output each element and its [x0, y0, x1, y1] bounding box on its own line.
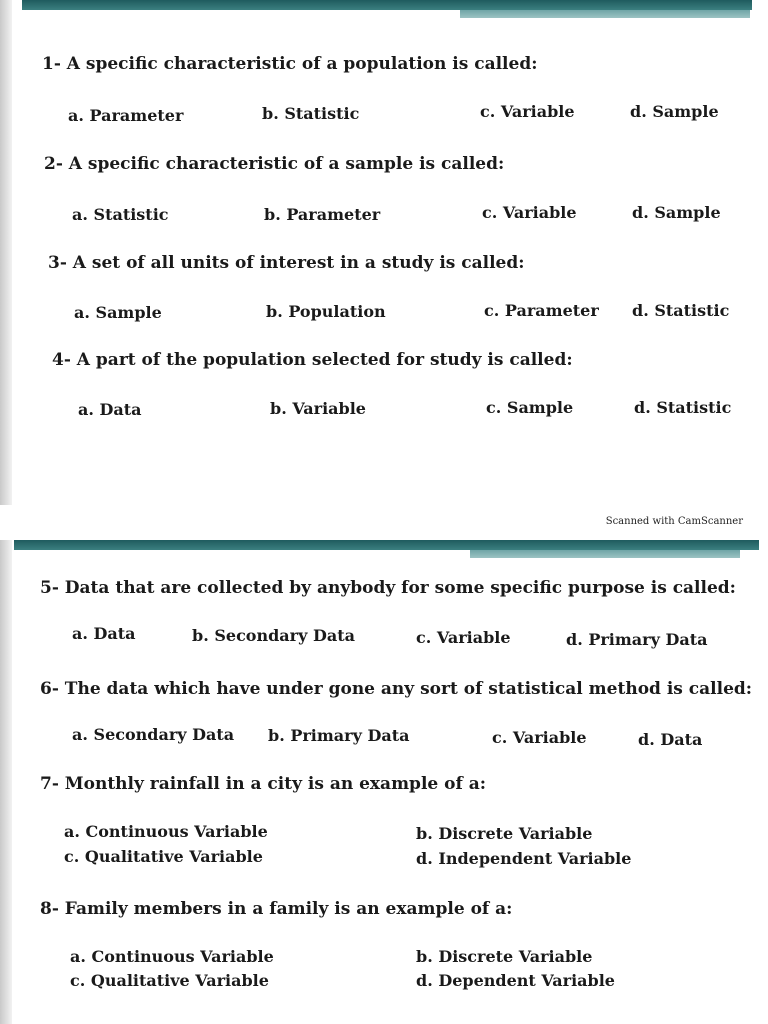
q5-option-d: d. Primary Data — [566, 630, 708, 649]
q5-option-a: a. Data — [72, 624, 136, 643]
header-band — [22, 0, 752, 10]
q7-option-d: d. Independent Variable — [416, 849, 632, 868]
q3-option-c: c. Parameter — [484, 301, 599, 320]
header-band — [14, 540, 759, 550]
q1-option-c: c. Variable — [480, 102, 575, 121]
q4-option-a: a. Data — [78, 400, 142, 419]
q1-option-a: a. Parameter — [68, 106, 184, 125]
q2-option-b: b. Parameter — [264, 205, 381, 224]
q6-option-b: b. Primary Data — [268, 726, 410, 745]
q1-option-b: b. Statistic — [262, 104, 360, 123]
question-6: 6- The data which have under gone any sort of statistical method is called: — [40, 679, 753, 699]
scanned-page-2 — [0, 540, 768, 1024]
header-band-accent — [470, 550, 740, 558]
question-8: 8- Family members in a family is an example of a: — [40, 899, 513, 919]
q7-option-b: b. Discrete Variable — [416, 824, 593, 843]
q5-option-b: b. Secondary Data — [192, 626, 355, 645]
header-band-accent — [460, 10, 750, 18]
q4-option-b: b. Variable — [270, 399, 366, 418]
question-5: 5- Data that are collected by anybody for some specific purpose is called: — [40, 578, 736, 598]
q4-option-c: c. Sample — [486, 398, 574, 417]
q4-option-d: d. Statistic — [634, 398, 732, 417]
q7-option-a: a. Continuous Variable — [64, 822, 268, 841]
page-edge-shadow — [0, 540, 12, 1024]
q6-option-a: a. Secondary Data — [72, 725, 235, 744]
q2-option-d: d. Sample — [632, 203, 721, 222]
question-3: 3- A set of all units of interest in a study is called: — [48, 253, 525, 273]
q6-option-d: d. Data — [638, 730, 703, 749]
q5-option-c: c. Variable — [416, 628, 511, 647]
q1-option-d: d. Sample — [630, 102, 719, 121]
q8-option-a: a. Continuous Variable — [70, 947, 274, 966]
question-2: 2- A specific characteristic of a sample is called: — [44, 154, 505, 174]
page-edge-shadow — [0, 0, 12, 505]
q2-option-c: c. Variable — [482, 203, 577, 222]
question-7: 7- Monthly rainfall in a city is an example of a: — [40, 774, 487, 794]
q2-option-a: a. Statistic — [72, 205, 169, 224]
q8-option-c: c. Qualitative Variable — [70, 971, 269, 990]
q6-option-c: c. Variable — [492, 728, 587, 747]
q7-option-c: c. Qualitative Variable — [64, 847, 263, 866]
scanned-page-1 — [0, 0, 768, 505]
question-1: 1- A specific characteristic of a population is called: — [42, 54, 538, 74]
q3-option-d: d. Statistic — [632, 301, 730, 320]
q8-option-d: d. Dependent Variable — [416, 971, 615, 990]
question-4: 4- A part of the population selected for study is called: — [52, 350, 573, 370]
camscanner-watermark: Scanned with CamScanner — [605, 516, 743, 527]
q3-option-a: a. Sample — [74, 303, 162, 322]
q3-option-b: b. Population — [266, 302, 386, 321]
q8-option-b: b. Discrete Variable — [416, 947, 593, 966]
